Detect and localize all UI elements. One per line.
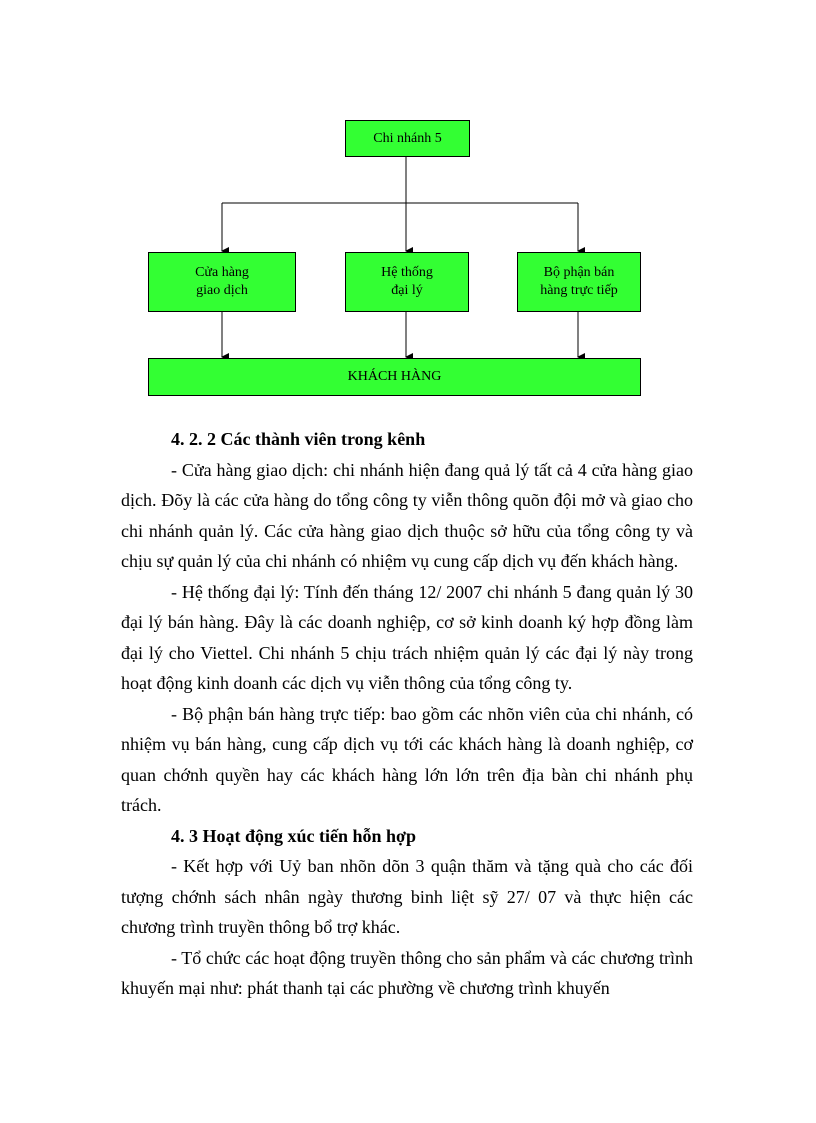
branch-5-box (345, 120, 470, 157)
paragraph-transaction-store: - Cửa hàng giao dịch: chi nhánh hiện đang quả lý tất cả 4 cửa hàng giao dịch. Đõy là các cửa hàng do tổng công ty viễn thông quõn đội mở và giao cho chi nhánh quản lý. Các cửa hàng giao dịch thuộc sở hữu của tổng công ty và chịu sự quản lý của chi nhánh có nhiệm vụ cung cấp dịch vụ đến khách hàng. (121, 459, 693, 571)
diagram-connectors (0, 0, 816, 420)
agency-system-box (345, 252, 469, 312)
section-heading-422: 4. 2. 2 Các thành viên trong kênh (171, 429, 426, 449)
body-text (121, 424, 693, 1004)
paragraph-people-committee: - Kết hợp với Uỷ ban nhõn dõn 3 quận thăm và tặng quà cho các đối tượng chớnh sách nhân ngày thương binh liệt sỹ 27/ 07 và thực hiện các chương trình truyền thông bổ trợ khác. (121, 856, 693, 937)
direct-sales-box (517, 252, 641, 312)
paragraph-direct-sales: - Bộ phận bán hàng trực tiếp: bao gồm các nhõn viên của chi nhánh, có nhiệm vụ bán hàng, cung cấp dịch vụ tới các khách hàng là doanh nghiệp, cơ quan chớnh quyền hay các khách hàng lớn lớn trên địa bàn chi nhánh phụ trách. (121, 703, 693, 815)
customer-label: KHÁCH HÀNG (347, 369, 442, 384)
paragraph-promotion: - Tổ chức các hoạt động truyền thông cho sản phẩm và các chương trình khuyến mại như: phát thanh tại các phường về chương trình khuyến (121, 947, 693, 998)
branch-5-label: Chi nhánh 5 (373, 130, 442, 146)
direct-sales-label: Bộ phận bán hàng trực tiếp (540, 265, 618, 298)
channel-diagram (0, 0, 816, 420)
transaction-store-box (148, 252, 296, 312)
transaction-store-label: Cửa hàng giao dịch (195, 265, 249, 298)
section-heading-43: 4. 3 Hoạt động xúc tiến hỗn hợp (171, 825, 417, 846)
agency-system-label: Hệ thống đại lý (381, 265, 433, 298)
customer-box (148, 358, 641, 396)
paragraph-agency-system: - Hệ thống đại lý: Tính đến tháng 12/ 2007 chi nhánh 5 đang quản lý 30 đại lý bán hàng. Đây là các doanh nghiệp, cơ sở kinh doanh ký hợp đồng làm đại lý cho Viettel. Chi nhánh 5 chịu trách nhiệm quản lý các đại lý này trong hoạt động kinh doanh các dịch vụ viễn thông của tổng công ty. (121, 581, 693, 693)
